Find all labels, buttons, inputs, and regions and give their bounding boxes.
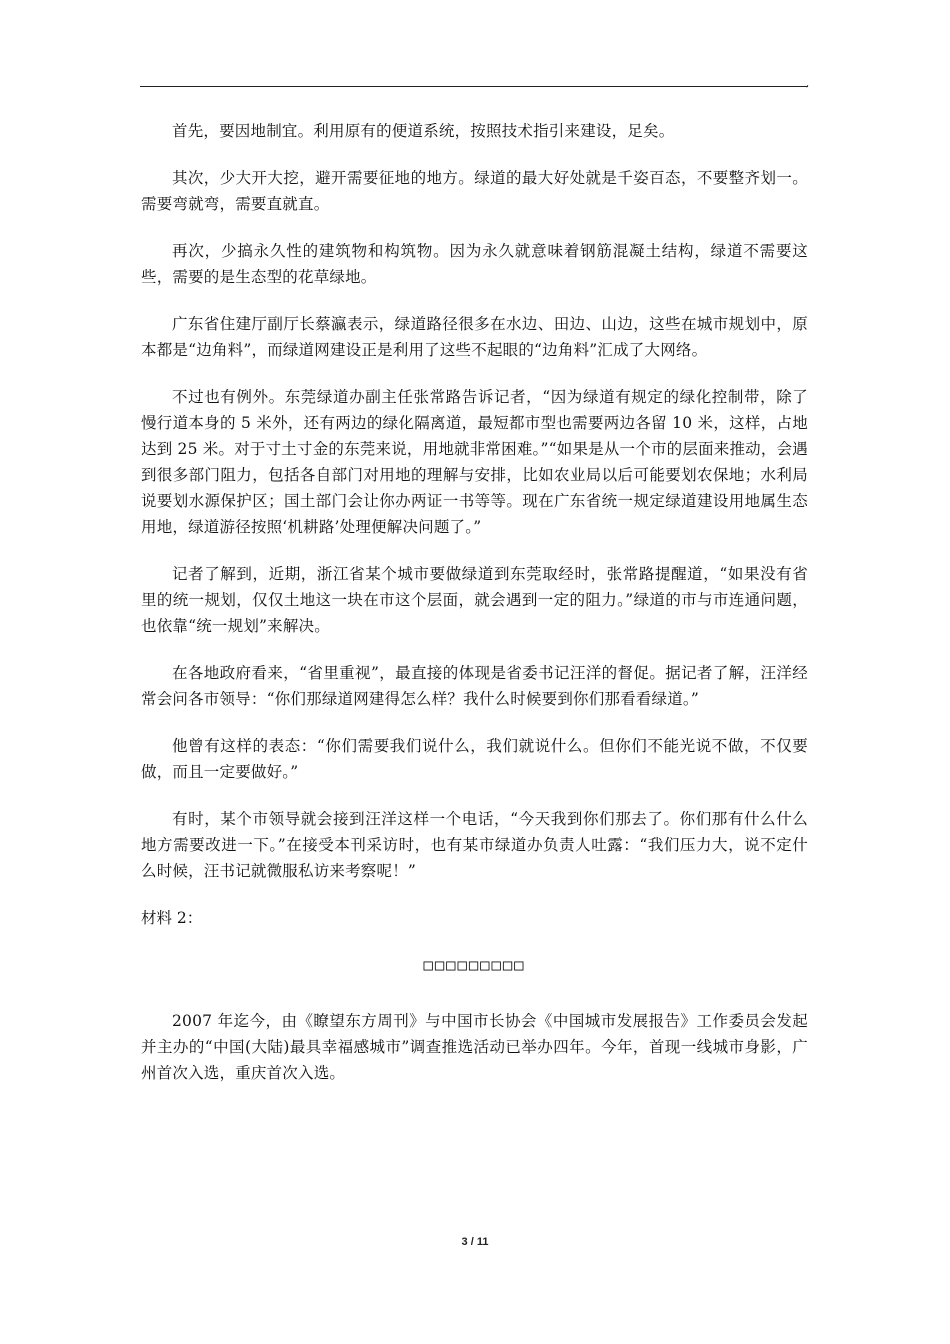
paragraph-8: 他曾有这样的表态：“你们需要我们说什么，我们就说什么。但你们不能光说不做，不仅要做，而且一定要做好。”	[141, 737, 808, 781]
paragraph-4: 广东省住建厅副厅长蔡瀛表示，绿道路径很多在水边、田边、山边，这些在城市规划中，原本都是“边角料”，而绿道网建设正是利用了这些不起眼的“边角料”汇成了大网络。	[141, 315, 808, 359]
paragraph-1: 首先，要因地制宜。利用原有的便道系统，按照技术指引来建设，足矣。	[172, 122, 675, 140]
paragraph-9: 有时，某个市领导就会接到汪洋这样一个电话，“今天我到你们那去了。你们那有什么什么地方需要改进一下。”在接受本刊采访时，也有某市绿道办负责人吐露：“我们压力大，说不定什么时候，汪书记就微服私访来考察呢！”	[141, 810, 808, 880]
header-rule	[140, 86, 808, 87]
paragraph-6: 记者了解到，近期，浙江省某个城市要做绿道到东莞取经时，张常路提醒道，“如果没有省里的统一规划，仅仅土地这一块在市这个层面，就会遇到一定的阻力。”绿道的市与市连通问题，也依靠“统一规划”来解决。	[141, 565, 808, 635]
document-body	[141, 118, 808, 1086]
paragraph-10: 2007 年迄今，由《瞭望东方周刊》与中国市长协会《中国城市发展报告》工作委员会发起并主办的“中国(大陆)最具幸福感城市”调查推选活动已举办四年。今年，首现一线城市身影，广州首次入选，重庆首次入选。	[141, 1012, 808, 1082]
page-number: 3 / 11	[461, 1236, 489, 1248]
paragraph-2: 其次，少大开大挖，避开需要征地的地方。绿道的最大好处就是千姿百态，不要整齐划一。需要弯就弯，需要直就直。	[141, 169, 808, 213]
paragraph-5: 不过也有例外。东莞绿道办副主任张常路告诉记者，“因为绿道有规定的绿化控制带，除了慢行道本身的 5 米外，还有两边的绿化隔离道，最短都市型也需要两边各留 10 米，这样，占地达到 25 米。对于寸土寸金的东莞来说，用地就非常困难。”“如果是从一个市的层面来推动，会遇到很多部门阻力，包括各自部门对用地的理解与安排，比如农业局以后可能要划农保地；水利局说要划水源保护区；国土部门会让你办两证一书等等。现在广东省统一规定绿道建设用地属生态用地，绿道游径按照‘机耕路’处理便解决问题了。”	[141, 388, 808, 536]
section-title: □□□□□□□□□	[423, 956, 526, 974]
paragraph-7: 在各地政府看来，“省里重视”，最直接的体现是省委书记汪洋的督促。据记者了解，汪洋经常会问各市领导：“你们那绿道网建得怎么样？我什么时候要到你们那看看绿道。”	[141, 664, 808, 708]
paragraph-3: 再次，少搞永久性的建筑物和构筑物。因为永久就意味着钢筋混凝土结构，绿道不需要这些，需要的是生态型的花草绿地。	[141, 242, 808, 286]
material-label: 材料 2：	[141, 909, 203, 927]
header-mark: ,	[806, 78, 810, 89]
